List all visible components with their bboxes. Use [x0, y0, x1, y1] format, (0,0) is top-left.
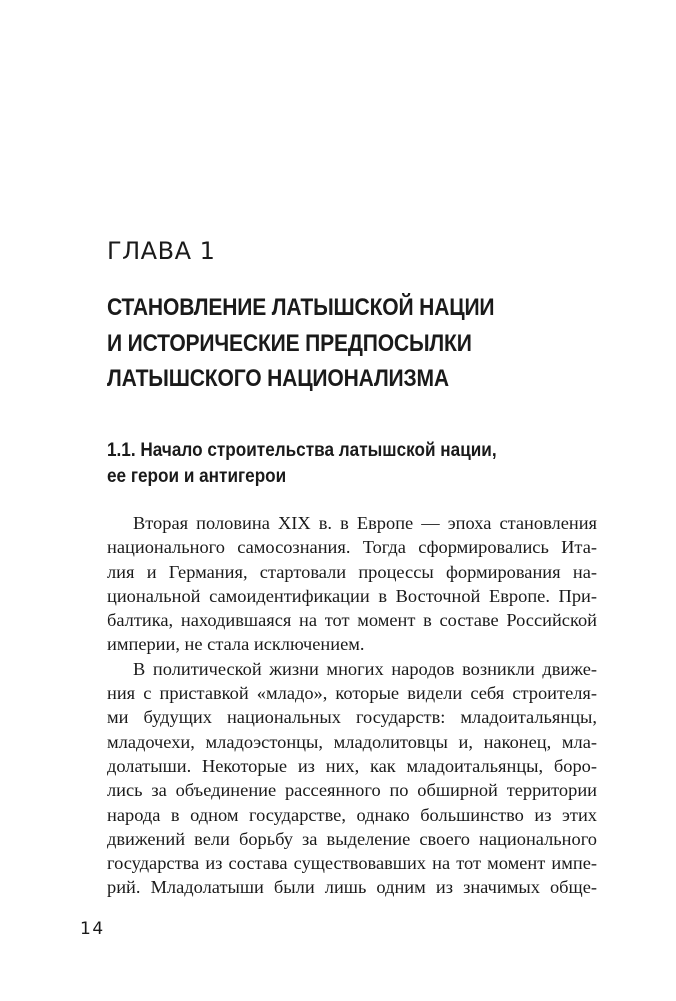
body-text: [107, 511, 597, 900]
section-title-line: 1.1. Начало строительства латышской нации,: [107, 439, 497, 461]
chapter-title-line: СТАНОВЛЕНИЕ ЛАТЫШСКОЙ НАЦИИ: [107, 294, 495, 321]
paragraph: [107, 657, 597, 900]
text-line: В политической жизни многих народов возникли движе-: [133, 658, 597, 679]
text-line: Вторая половина XIX в. в Европе — эпоха становления: [133, 513, 597, 533]
text-line: долатыши. Некоторые из них, как младоитальянцы, боро-: [107, 755, 597, 776]
text-line: национального самосознания. Тогда сформировались Ита-: [107, 537, 597, 558]
text-line: ми будущих национальных государств: младоитальянцы,: [107, 707, 597, 728]
text-line: движений вели борьбу за выделение своего национального: [107, 828, 597, 849]
chapter-title: [107, 290, 494, 397]
text-line: циональной самоидентификации в Восточной Европе. При-: [107, 585, 597, 606]
text-line: балтика, находившаяся на тот момент в составе Российской: [107, 610, 597, 631]
text-line: лись за объединение рассеянного по обширной территории: [107, 780, 597, 801]
chapter-title-line: И ИСТОРИЧЕСКИЕ ПРЕДПОСЫЛКИ: [107, 329, 472, 357]
section-title-line: ее герои и антигерои: [107, 465, 287, 487]
chapter-title-line: ЛАТЫШСКОГО НАЦИОНАЛИЗМА: [107, 365, 449, 392]
text-line: ния с приставкой «младо», которые видели себя строителя-: [107, 683, 597, 704]
text-line: империи, не стала исключением.: [107, 634, 365, 655]
section-title: [107, 437, 497, 489]
text-line: лия и Германия, стартовали процессы формирования на-: [107, 561, 597, 582]
paragraph: [107, 511, 597, 657]
text-line: народа в одном государстве, однако большинство из этих: [107, 804, 597, 825]
text-line: рий. Младолатыши были лишь одним из значимых обще-: [107, 877, 597, 898]
text-line: государства из состава существовавших на тот момент импе-: [107, 853, 597, 874]
text-line: младочехи, младоэстонцы, младолитовцы и, наконец, мла-: [107, 731, 597, 752]
chapter-label: ГЛАВА 1: [107, 237, 216, 265]
page-number: 14: [80, 919, 105, 939]
